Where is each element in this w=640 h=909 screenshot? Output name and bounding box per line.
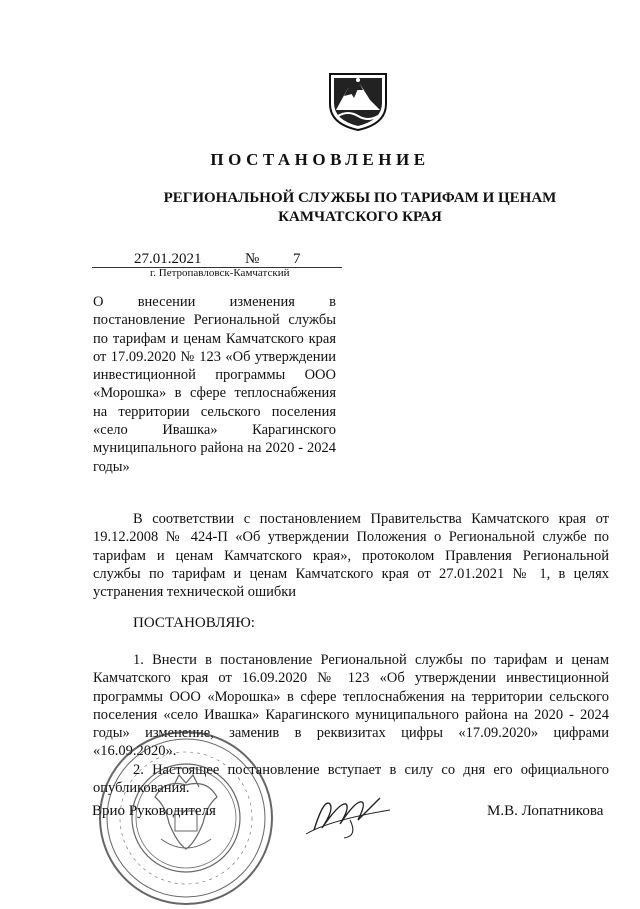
signature-icon — [300, 790, 400, 840]
preamble-paragraph — [93, 510, 609, 601]
document-number: 7 — [293, 251, 301, 267]
document-date: 27.01.2021 — [134, 251, 202, 267]
resolution-item-1: 1. Внести в постановление Региональной службы по тарифам и ценам Камчатского края от 16.09.2020 № 123 «Об утверждении инвестиционной программы ООО «Морошка» в сфере теплоснабжения на территории сельского поселения «село Ивашка» Карагинского муниципального района на 2020 - 2024 годы» изменение, заменив в реквизитах цифры «17.09.2020» цифрами «16.09.2020». — [93, 652, 609, 760]
signer-title: Врио Руководителя — [92, 803, 216, 819]
city-name: г. Петропавловск-Камчатский — [150, 267, 290, 279]
organization-name: РЕГИОНАЛЬНОЙ СЛУЖБЫ ПО ТАРИФАМ И ЦЕНАМ КАМЧАТСКОГО КРАЯ — [163, 190, 557, 225]
document-title: ПОСТАНОВЛЕНИЕ — [210, 150, 430, 169]
preamble-text: В соответствии с постановлением Правительства Камчатского края от 19.12.2008 № 424-П «Об утверждении Положения о Региональной службе по тарифам и ценам Камчатского края», протоколом Правления Региональной службы по тарифам и ценам Камчатского края от 27.01.2021 № 1, в целях устранения технической ошибки — [93, 511, 609, 601]
resolve-heading: ПОСТАНОВЛЯЮ: — [133, 615, 255, 631]
resolution-item-2: 2. Настоящее постановление вступает в силу со дня его официального опубликования. — [93, 761, 609, 797]
number-sign: № — [245, 251, 260, 267]
resolution-items — [93, 651, 609, 797]
kamchatka-emblem-icon — [326, 70, 390, 132]
document-subject: О внесении изменения в постановление Региональной службы по тарифам и ценам Камчатского края от 17.09.2020 № 123 «Об утверждении инвестиционной программы ООО «Морошка» в сфере теплоснабжения на территории сельского поселения «село Ивашка» Карагинского муниципального района на 2020 - 2024 годы» — [93, 294, 336, 475]
signer-name: М.В. Лопатникова — [487, 803, 604, 819]
